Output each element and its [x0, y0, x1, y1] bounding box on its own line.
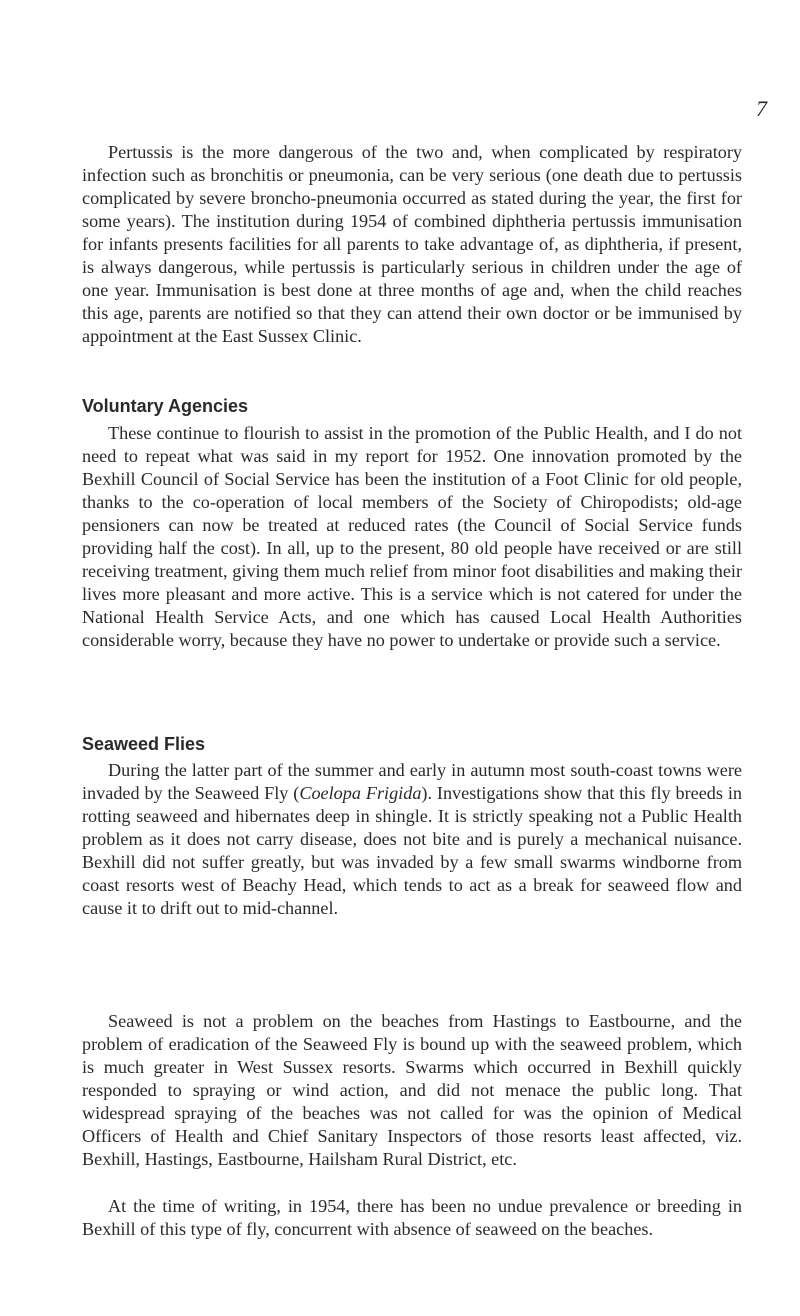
paragraph-1-text-start: During the latter part of the summer and early in autumn most south-coast towns were invaded by the Seaweed Fly (	[82, 760, 742, 803]
page-number: 7	[756, 96, 767, 121]
paragraph-1-text-end: ). Investigations show that this fly breeds in rotting seaweed and hibernates deep in shingle. It is strictly speaking not a Public Health problem as it does not carry disease, does not bite and is purely a mechanical nuisance. Bexhill did not suffer greatly, but was invaded by a few small swarms windborne from coast resorts west of Beachy Head, which tends to act as a break for seaweed flow and cause it to drift out to mid-channel.	[82, 783, 742, 918]
seaweed-flies-paragraph-3: At the time of writing, in 1954, there has been no undue prevalence or breeding in Bexhill of this type of fly, concurrent with absence of seaweed on the beaches.	[82, 1196, 742, 1239]
voluntary-agencies-paragraph: These continue to flourish to assist in the promotion of the Public Health, and I do not need to repeat what was said in my report for 1952. One innovation promoted by the Bexhill Council of Social Service has been the institution of a Foot Clinic for old people, thanks to the co-operation of local members of the Society of Chiropodists; old-age pensioners can now be treated at reduced rates (the Council of Social Service funds providing half the cost). In all, up to the present, 80 old people have received or are still receiving treatment, giving them much relief from minor foot disabilities and making their lives more pleasant and more active. This is a service which is not catered for under the National Health Service Acts, and one which has caused Local Health Authorities considerable worry, because they have no power to undertake or provide such a service.	[82, 423, 742, 650]
seaweed-flies-paragraph-1	[82, 759, 742, 920]
pertussis-paragraph: Pertussis is the more dangerous of the two and, when complicated by respiratory infection such as bronchitis or pneumonia, can be very serious (one death due to pertussis complicated by severe broncho-pneumonia occurred as stated during the year, the first for some years). The institution during 1954 of combined diphtheria pertussis immunisation for infants presents facilities for all parents to take advantage of, as diphtheria, if present, is always dangerous, while pertussis is particularly serious in children under the age of one year. Immunisation is best done at three months of age and, when the child reaches this age, parents are notified so that they can attend their own doctor or be immunised by appointment at the East Sussex Clinic.	[82, 142, 742, 346]
seaweed-flies-paragraph-2: Seaweed is not a problem on the beaches from Hastings to Eastbourne, and the problem of eradication of the Seaweed Fly is bound up with the seaweed problem, which is much greater in West Sussex resorts. Swarms which occurred in Bexhill quickly responded to spraying or wind action, and did not menace the public long. That widespread spraying of the beaches was not called for was the opinion of Medical Officers of Health and Chief Sanitary Inspectors of those resorts least affected, viz. Bexhill, Hastings, Eastbourne, Hailsham Rural District, etc.	[82, 1011, 742, 1169]
voluntary-agencies-heading: Voluntary Agencies	[82, 396, 249, 416]
species-name: Coelopa Frigida	[299, 783, 422, 803]
seaweed-flies-heading: Seaweed Flies	[82, 734, 206, 754]
